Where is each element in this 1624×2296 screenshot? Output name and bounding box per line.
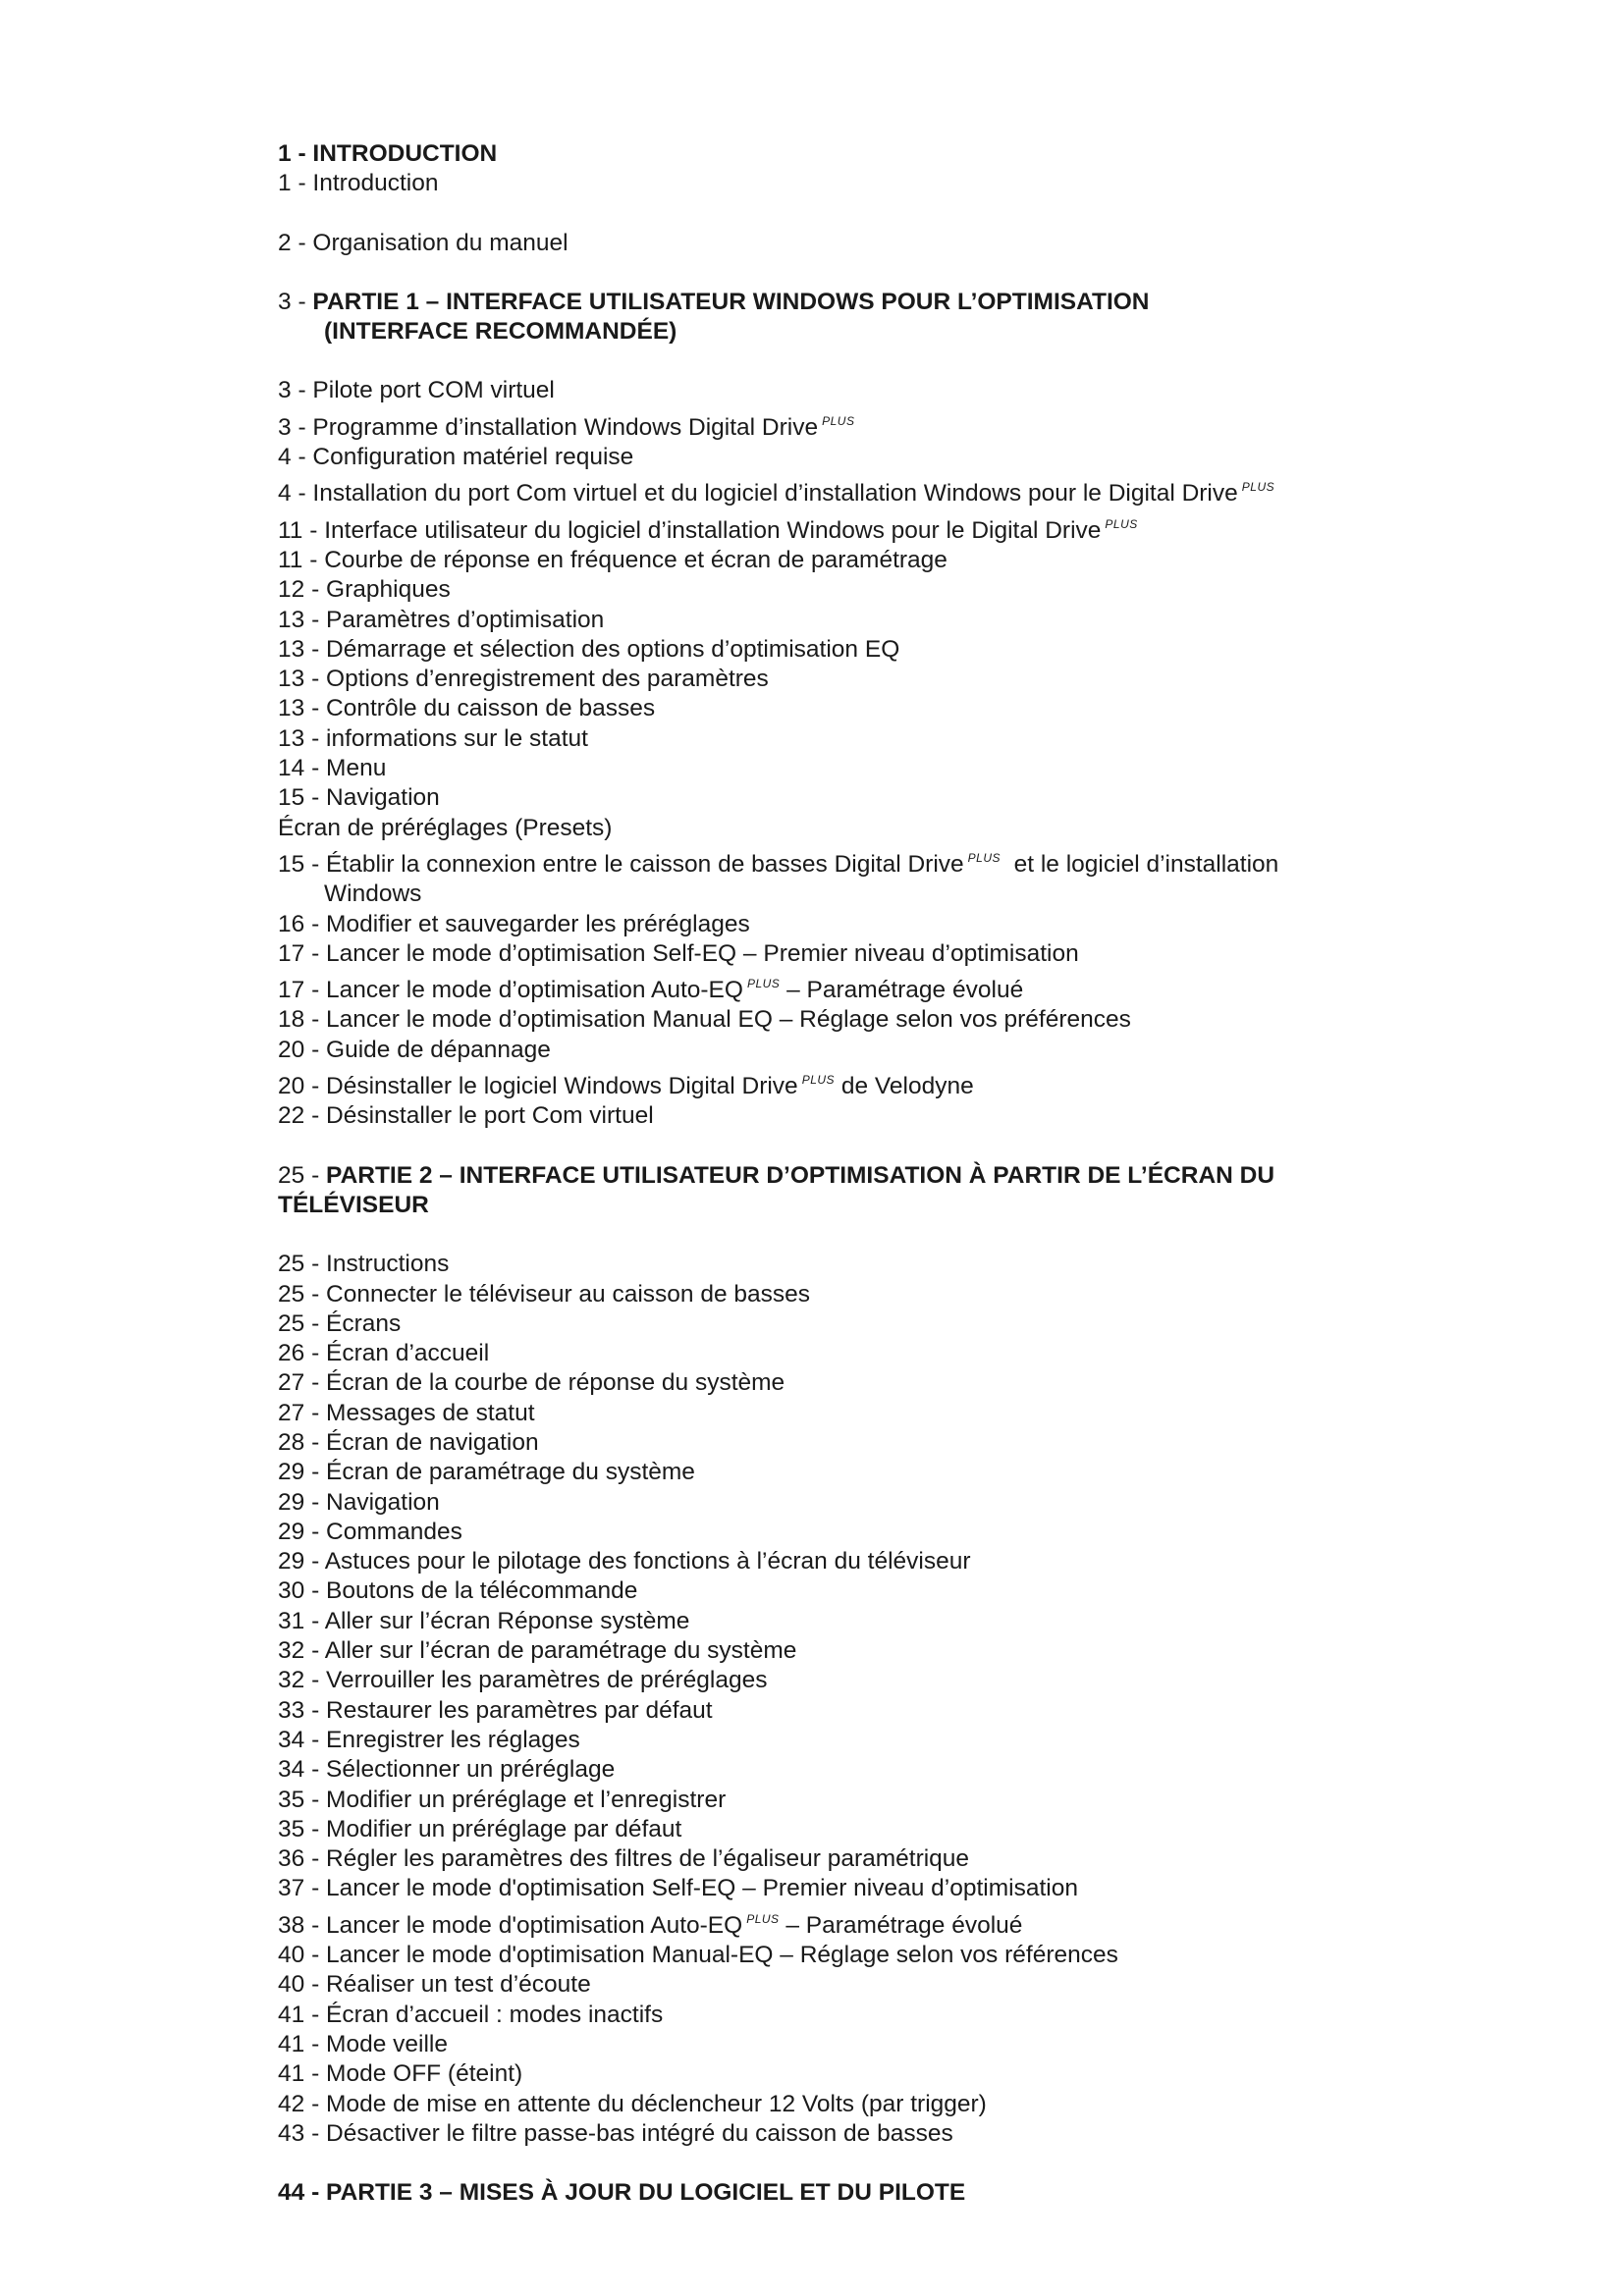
toc-entry: 31 - Aller sur l’écran Réponse système [278, 1607, 690, 1634]
toc-entry: 27 - Écran de la courbe de réponse du système [278, 1369, 785, 1397]
toc-page-number: 43 [278, 2119, 305, 2147]
toc-page-number: 1 [278, 140, 292, 167]
toc-entry: 1 - Introduction [278, 170, 439, 197]
toc-entry: 34 - Enregistrer les réglages [278, 1726, 580, 1753]
toc-heading-part3: 44 - PARTIE 3 – MISES À JOUR DU LOGICIEL ET DU PILOTE [278, 2179, 966, 2207]
toc-entry-text: Paramètres d’optimisation [326, 606, 605, 633]
toc-entry-text: Messages de statut [326, 1399, 535, 1426]
toc-entry-text: Lancer le mode d'optimisation Manual-EQ – Réglage selon vos références [326, 1942, 1118, 1969]
toc-entry: 41 - Écran d’accueil : modes inactifs [278, 2001, 664, 2028]
toc-entry: 25 - Connecter le téléviseur au caisson de basses [278, 1280, 811, 1308]
toc-page-number: 15 [278, 850, 305, 878]
toc-entry-text: Programme d’installation Windows Digital Drive [312, 413, 819, 441]
toc-entry: 34 - Sélectionner un préréglage [278, 1756, 616, 1784]
toc-entry: 3 - Programme d’installation Windows Digital Drive $^{PLUS}$ [278, 413, 855, 441]
toc-entry: 17 - Lancer le mode d’optimisation Auto-EQ $^{PLUS}$ – Paramétrage évolué [278, 977, 1024, 1004]
toc-entry-text: Modifier un préréglage par défaut [326, 1815, 682, 1842]
toc-entry-text: Désinstaller le logiciel Windows Digital Drive [326, 1073, 798, 1100]
toc-page-number: 37 [278, 1875, 305, 1902]
toc-page-number: 17 [278, 939, 305, 967]
toc-part2-list [278, 1250, 1378, 1904]
toc-page-number: 25 [278, 1161, 305, 1189]
toc-entry-text: Verrouiller les paramètres de préréglages [326, 1667, 768, 1694]
toc-entry-text: Contrôle du caisson de basses [326, 695, 656, 722]
plus-superscript: PLUS [746, 1911, 780, 1926]
toc-page-number: 28 [278, 1428, 305, 1456]
toc-entry: 30 - Boutons de la télécommande [278, 1577, 638, 1605]
toc-entry-text: Écran d’accueil [326, 1340, 490, 1367]
toc-entry: 13 - Paramètres d’optimisation [278, 606, 605, 633]
toc-page-number: 29 [278, 1459, 305, 1486]
toc-entry: 15 - Établir la connexion entre le caisson de basses Digital Drive $^{PLUS}$ et le logiciel d’installation [278, 850, 1279, 878]
toc-entry-text: Établir la connexion entre le caisson de basses Digital Drive [326, 850, 964, 878]
toc-entry: 13 - informations sur le statut [278, 724, 588, 752]
toc-page-number: 41 [278, 2030, 305, 2057]
toc-entry: 13 - Démarrage et sélection des options d’optimisation EQ [278, 635, 900, 663]
toc-entry: 28 - Écran de navigation [278, 1428, 539, 1456]
toc-entry: 29 - Écran de paramétrage du système [278, 1459, 695, 1486]
toc-entry: 35 - Modifier un préréglage et l’enregistrer [278, 1786, 727, 1813]
toc-heading-title: INTRODUCTION [312, 140, 498, 167]
table-of-contents [278, 139, 1378, 2208]
toc-page-number: 17 [278, 977, 305, 1004]
toc-entry-text: Installation du port Com virtuel et du logiciel d’installation Windows pour le Digital Drive [312, 480, 1238, 507]
toc-page-number: 40 [278, 1942, 305, 1969]
toc-page-number: 42 [278, 2090, 305, 2117]
toc-page-number: 3 [278, 377, 292, 404]
toc-entry: 18 - Lancer le mode d’optimisation Manual EQ – Réglage selon vos préférences [278, 1006, 1131, 1034]
toc-page-number: 40 [278, 1971, 305, 1999]
toc-entry-text: Interface utilisateur du logiciel d’installation Windows pour le Digital Drive [324, 516, 1102, 544]
toc-page-number: 44 [278, 2179, 305, 2207]
toc-entry-text: Options d’enregistrement des paramètres [326, 666, 769, 693]
toc-entry-text: Écrans [326, 1309, 402, 1337]
toc-entry-text: Graphiques [326, 576, 451, 604]
toc-page-number: 25 [278, 1280, 305, 1308]
plus-superscript: PLUS [1241, 480, 1275, 495]
toc-heading-title: PARTIE 3 – MISES À JOUR DU LOGICIEL ET DU PILOTE [326, 2179, 966, 2207]
toc-entry-text: Modifier et sauvegarder les préréglages [326, 910, 750, 937]
toc-entry-text: Désinstaller le port Com virtuel [326, 1102, 654, 1130]
toc-entry-text: Désactiver le filtre passe-bas intégré du caisson de basses [326, 2119, 953, 2147]
toc-page-number: 3 [278, 288, 292, 315]
toc-entry-text: Lancer le mode d’optimisation Self-EQ – Premier niveau d’optimisation [326, 939, 1079, 967]
plus-superscript: PLUS [801, 1073, 836, 1088]
toc-page-number: 35 [278, 1815, 305, 1842]
toc-entry: 32 - Verrouiller les paramètres de préréglages [278, 1667, 768, 1694]
toc-page-number: 29 [278, 1548, 305, 1575]
toc-entry: 41 - Mode veille [278, 2030, 448, 2057]
toc-page-number: 27 [278, 1399, 305, 1426]
toc-part1-list-2 [278, 910, 1378, 970]
toc-page-number: 13 [278, 606, 305, 633]
toc-page-number: 4 [278, 480, 292, 507]
toc-page-number: 2 [278, 229, 292, 256]
plus-superscript: PLUS [967, 850, 1001, 865]
toc-page-number: 12 [278, 576, 305, 604]
toc-entry: 25 - Écrans [278, 1309, 402, 1337]
toc-entry-text: Aller sur l’écran de paramétrage du système [324, 1637, 797, 1665]
toc-page-number: 25 [278, 1309, 305, 1337]
toc-entry-text: Menu [326, 755, 387, 782]
toc-page-number: 14 [278, 755, 305, 782]
toc-page-number: 20 [278, 1036, 305, 1063]
toc-entry-text: Guide de dépannage [326, 1036, 551, 1063]
toc-entry-text: Mode veille [326, 2030, 448, 2057]
plus-superscript: PLUS [746, 977, 781, 991]
toc-entry: 12 - Graphiques [278, 576, 451, 604]
toc-entry-text: Sélectionner un préréglage [326, 1756, 616, 1784]
toc-subheading-presets: Écran de préréglages (Presets) [278, 814, 613, 841]
toc-entry-text: Démarrage et sélection des options d’optimisation EQ [326, 635, 900, 663]
toc-entry-text: Navigation [326, 1488, 440, 1516]
toc-entry: 13 - Contrôle du caisson de basses [278, 695, 656, 722]
toc-page-number: 34 [278, 1756, 305, 1784]
toc-entry-text: Navigation [326, 784, 440, 812]
toc-entry-text-cont: de Velodyne [840, 1073, 974, 1100]
toc-entry: 17 - Lancer le mode d’optimisation Self-EQ – Premier niveau d’optimisation [278, 939, 1079, 967]
toc-entry-text: Restaurer les paramètres par défaut [326, 1696, 713, 1724]
toc-entry-text: Écran de la courbe de réponse du système [326, 1369, 785, 1397]
toc-entry: 15 - Navigation [278, 784, 440, 812]
toc-entry: 4 - Installation du port Com virtuel et du logiciel d’installation Windows pour le Digital Drive $^{PLUS}$ [278, 480, 1275, 507]
toc-part1-list [278, 376, 1378, 813]
toc-entry: 20 - Guide de dépannage [278, 1036, 551, 1063]
toc-heading-title-cont: TÉLÉVISEUR [278, 1191, 429, 1218]
toc-entry: 35 - Modifier un préréglage par défaut [278, 1815, 682, 1842]
toc-entry-text: Lancer le mode d’optimisation Auto-EQ [326, 977, 743, 1004]
toc-page-number: 13 [278, 695, 305, 722]
toc-entry-text: Instructions [326, 1251, 450, 1278]
toc-entry: 25 - Instructions [278, 1251, 450, 1278]
toc-page-number: 20 [278, 1073, 305, 1100]
toc-entry: 2 - Organisation du manuel [278, 229, 568, 256]
toc-entry: 11 - Courbe de réponse en fréquence et écran de paramétrage [278, 546, 947, 573]
toc-entry: 33 - Restaurer les paramètres par défaut [278, 1696, 713, 1724]
toc-page-number: 41 [278, 2001, 305, 2028]
toc-entry: 3 - Pilote port COM virtuel [278, 377, 555, 404]
toc-entry: 11 - Interface utilisateur du logiciel d’installation Windows pour le Digital Drive $^{PLUS}$ [278, 516, 1138, 544]
toc-entry: 38 - Lancer le mode d'optimisation Auto-EQ $^{PLUS}$ – Paramétrage évolué [278, 1911, 1023, 1939]
toc-entry-text: Lancer le mode d'optimisation Auto-EQ [326, 1911, 743, 1939]
toc-part1-list-3 [278, 1005, 1378, 1065]
toc-entry-text: Mode de mise en attente du déclencheur 12 Volts (par trigger) [326, 2090, 987, 2117]
toc-entry-text: Connecter le téléviseur au caisson de basses [326, 1280, 811, 1308]
toc-entry: 29 - Commandes [278, 1518, 462, 1545]
toc-entry-text: Lancer le mode d’optimisation Manual EQ – Réglage selon vos préférences [326, 1006, 1131, 1034]
toc-entry-text: Commandes [326, 1518, 462, 1545]
toc-page-number: 3 [278, 413, 292, 441]
toc-entry-text-cont: – Paramétrage évolué [786, 977, 1024, 1004]
toc-entry-text: Pilote port COM virtuel [312, 377, 555, 404]
toc-heading-introduction: 1 - INTRODUCTION [278, 140, 498, 167]
toc-page-number: 11 [278, 546, 303, 573]
toc-entry-text: Lancer le mode d'optimisation Self-EQ – Premier niveau d’optimisation [326, 1875, 1078, 1902]
toc-page-number: 13 [278, 666, 305, 693]
toc-entry-text: Écran de paramétrage du système [326, 1459, 695, 1486]
toc-entry: 42 - Mode de mise en attente du déclencheur 12 Volts (par trigger) [278, 2090, 987, 2117]
toc-entry-text: informations sur le statut [326, 724, 588, 752]
toc-entry-text: Aller sur l’écran Réponse système [324, 1607, 690, 1634]
toc-page-number: 30 [278, 1577, 305, 1605]
toc-entry-text: Réaliser un test d’écoute [326, 1971, 591, 1999]
toc-page-number: 18 [278, 1006, 305, 1034]
toc-page-number: 32 [278, 1637, 305, 1665]
toc-page-number: 31 [278, 1607, 305, 1634]
toc-page-number: 41 [278, 2060, 305, 2088]
toc-entry: 22 - Désinstaller le port Com virtuel [278, 1102, 654, 1130]
toc-page-number: 27 [278, 1369, 305, 1397]
toc-heading-title-cont: (INTERFACE RECOMMANDÉE) [324, 318, 677, 346]
toc-entry: 27 - Messages de statut [278, 1399, 535, 1426]
toc-entry: 36 - Régler les paramètres des filtres de l’égaliseur paramétrique [278, 1845, 970, 1873]
toc-entry-text: Organisation du manuel [312, 229, 568, 256]
toc-entry: 32 - Aller sur l’écran de paramétrage du système [278, 1637, 797, 1665]
toc-entry-text-cont: et le logiciel d’installation [1013, 850, 1279, 878]
toc-page-number: 25 [278, 1251, 305, 1278]
toc-entry: 40 - Lancer le mode d'optimisation Manual-EQ – Réglage selon vos références [278, 1942, 1118, 1969]
toc-part1-list-4 [278, 1101, 1378, 1131]
plus-superscript: PLUS [822, 413, 855, 428]
toc-page-number: 13 [278, 724, 305, 752]
toc-page-number: 29 [278, 1518, 305, 1545]
toc-entry: 4 - Configuration matériel requise [278, 444, 634, 471]
toc-page-number: 13 [278, 635, 305, 663]
toc-entry: 14 - Menu [278, 755, 387, 782]
toc-entry-text: Boutons de la télécommande [326, 1577, 638, 1605]
toc-page-number: 38 [278, 1911, 305, 1939]
toc-page-number: 32 [278, 1667, 305, 1694]
toc-page-number: 22 [278, 1102, 305, 1130]
toc-page-number: 26 [278, 1340, 305, 1367]
toc-entry: 29 - Navigation [278, 1488, 440, 1516]
toc-page-number: 33 [278, 1696, 305, 1724]
toc-entry-text: Astuces pour le pilotage des fonctions à l’écran du téléviseur [324, 1548, 971, 1575]
toc-heading-title: PARTIE 2 – INTERFACE UTILISATEUR D’OPTIMISATION À PARTIR DE L’ÉCRAN DU [326, 1161, 1275, 1189]
toc-entry: 29 - Astuces pour le pilotage des fonctions à l’écran du téléviseur [278, 1548, 971, 1575]
toc-entry-text: Régler les paramètres des filtres de l’égaliseur paramétrique [326, 1845, 970, 1873]
toc-part2-list-2 [278, 1941, 1378, 2149]
toc-entry: 41 - Mode OFF (éteint) [278, 2060, 523, 2088]
toc-heading-title: PARTIE 1 – INTERFACE UTILISATEUR WINDOWS POUR L’OPTIMISATION [312, 288, 1150, 315]
toc-page-number: 16 [278, 910, 305, 937]
toc-entry-text: Modifier un préréglage et l’enregistrer [326, 1786, 727, 1813]
toc-heading-part1: 3 - PARTIE 1 – INTERFACE UTILISATEUR WINDOWS POUR L’OPTIMISATION [278, 288, 1150, 315]
toc-page-number: 1 [278, 170, 292, 197]
toc-entry-text: Écran de navigation [326, 1428, 539, 1456]
toc-entry: 13 - Options d’enregistrement des paramètres [278, 666, 769, 693]
toc-entry-text: Mode OFF (éteint) [326, 2060, 523, 2088]
toc-entry-text: Écran d’accueil : modes inactifs [326, 2001, 664, 2028]
toc-entry-text: Enregistrer les réglages [326, 1726, 580, 1753]
toc-page-number: 36 [278, 1845, 305, 1873]
toc-page-number: 34 [278, 1726, 305, 1753]
toc-entry: 40 - Réaliser un test d’écoute [278, 1971, 591, 1999]
toc-entry: 16 - Modifier et sauvegarder les préréglages [278, 910, 750, 937]
toc-entry: 26 - Écran d’accueil [278, 1340, 490, 1367]
toc-page-number: 35 [278, 1786, 305, 1813]
toc-entry-text: Introduction [312, 170, 439, 197]
toc-entry-text: Courbe de réponse en fréquence et écran de paramétrage [324, 546, 947, 573]
toc-page-number: 11 [278, 516, 303, 544]
toc-page-number: 15 [278, 784, 305, 812]
toc-entry: 43 - Désactiver le filtre passe-bas intégré du caisson de basses [278, 2119, 953, 2147]
toc-entry-text: Configuration matériel requise [312, 444, 634, 471]
toc-page-number: 29 [278, 1488, 305, 1516]
toc-entry: 37 - Lancer le mode d'optimisation Self-EQ – Premier niveau d’optimisation [278, 1875, 1078, 1902]
toc-entry-text-cont: – Paramétrage évolué [785, 1911, 1023, 1939]
toc-page-number: 4 [278, 444, 292, 471]
plus-superscript: PLUS [1105, 516, 1138, 531]
toc-heading-part2: 25 - PARTIE 2 – INTERFACE UTILISATEUR D’OPTIMISATION À PARTIR DE L’ÉCRAN DU [278, 1161, 1275, 1189]
toc-entry-wrap: Windows [324, 881, 422, 908]
toc-entry: 20 - Désinstaller le logiciel Windows Digital Drive $^{PLUS}$ de Velodyne [278, 1073, 974, 1100]
